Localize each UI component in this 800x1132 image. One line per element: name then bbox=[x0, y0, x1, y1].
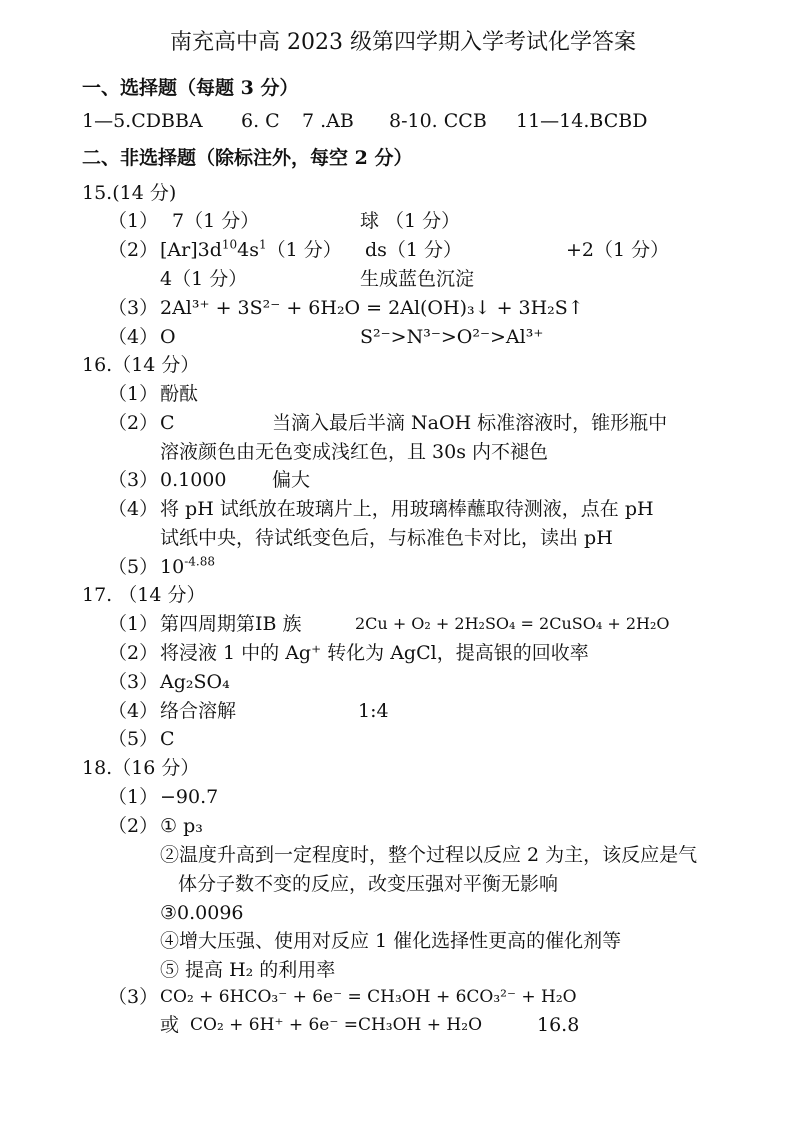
q17-2-number: （2） bbox=[108, 642, 159, 664]
q18-2-answer-4: ④增大压强、使用对反应 1 催化选择性更高的催化剂等 bbox=[160, 930, 622, 952]
q18-2-answer-2a: ②温度升高到一定程度时，整个过程以反应 2 为主，该反应是气 bbox=[160, 844, 698, 866]
q16-3-answer-b: 偏大 bbox=[272, 469, 311, 491]
q18-3-or: 或 bbox=[160, 1014, 180, 1036]
mc-answers-1-5: 1—5.CDBBA bbox=[82, 110, 203, 132]
q16-4-answer-b: 试纸中央，待试纸变色后，与标准色卡对比，读出 pH bbox=[160, 527, 613, 549]
section-2-heading: 二、非选择题（除标注外，每空 2 分） bbox=[82, 147, 413, 169]
q17-4-answer-b: 1:4 bbox=[358, 700, 389, 722]
mc-answer-7: 7 .AB bbox=[302, 110, 354, 132]
q15-2-coordination: 4（1 分） bbox=[160, 268, 248, 290]
q18-1-number: （1） bbox=[108, 786, 159, 808]
q16-2-answer-a: C bbox=[160, 412, 175, 434]
q15-3-number: （3） bbox=[108, 297, 159, 319]
q15-2-number: （2） bbox=[108, 239, 159, 261]
q18-2-answer-5: ⑤ 提高 H₂ 的利用率 bbox=[160, 959, 336, 981]
q18-header: 18.（16 分） bbox=[82, 757, 200, 779]
q17-3-answer: Ag₂SO₄ bbox=[160, 671, 230, 693]
q16-4-number: （4） bbox=[108, 498, 159, 520]
page-title: 南充高中高 2023 级第四学期入学考试化学答案 bbox=[170, 30, 636, 55]
section-1-heading: 一、选择题（每题 3 分） bbox=[82, 77, 299, 99]
q15-4-answer-a: O bbox=[160, 326, 176, 348]
q17-4-answer-a: 络合溶解 bbox=[160, 700, 237, 722]
mc-answers-8-10: 8-10. CCB bbox=[389, 110, 487, 132]
mc-answers-11-14: 11—14.BCBD bbox=[516, 110, 648, 132]
q16-2-answer-b: 当滴入最后半滴 NaOH 标准溶液时，锥形瓶中 bbox=[272, 412, 668, 434]
q16-5-answer: $10^{-4.88}$ bbox=[160, 554, 215, 578]
q16-header: 16.（14 分） bbox=[82, 354, 200, 376]
q17-5-number: （5） bbox=[108, 728, 159, 750]
q16-3-number: （3） bbox=[108, 469, 159, 491]
q15-header: 15.(14 分) bbox=[82, 182, 177, 204]
q16-2-answer-c: 溶液颜色由无色变成浅红色，且 30s 内不褪色 bbox=[160, 441, 549, 463]
q18-1-answer: −90.7 bbox=[160, 786, 219, 808]
q15-3-equation: 2Al³⁺ + 3S²⁻ + 6H₂O = 2Al(OH)₃↓ + 3H₂S↑ bbox=[160, 297, 584, 319]
q15-1-answer-a: 7（1 分） bbox=[172, 210, 260, 232]
q17-2-answer: 将浸液 1 中的 Ag⁺ 转化为 AgCl，提高银的回收率 bbox=[160, 642, 589, 664]
q18-3-value: 16.8 bbox=[537, 1014, 580, 1036]
q15-4-number: （4） bbox=[108, 326, 159, 348]
q16-3-answer-a: 0.1000 bbox=[160, 469, 227, 491]
q18-2-number: （2） bbox=[108, 815, 159, 837]
q17-1-answer-a: 第四周期第IB 族 bbox=[160, 613, 302, 635]
q15-2-electron-config: $[Ar]3d^{10}4s^1(1$ 分） bbox=[160, 237, 342, 261]
q16-2-number: （2） bbox=[108, 412, 159, 434]
q17-1-equation: 2Cu + O₂ + 2H₂SO₄ = 2CuSO₄ + 2H₂O bbox=[355, 614, 670, 633]
q17-header: 17. （14 分） bbox=[82, 584, 206, 606]
q17-3-number: （3） bbox=[108, 671, 159, 693]
q16-4-answer-a: 将 pH 试纸放在玻璃片上，用玻璃棒蘸取待测液，点在 pH bbox=[160, 498, 654, 520]
q16-1-answer: 酚酞 bbox=[160, 383, 199, 405]
q18-3-number: （3） bbox=[108, 986, 159, 1008]
q15-2-phenomenon: 生成蓝色沉淀 bbox=[360, 268, 475, 290]
q16-1-number: （1） bbox=[108, 383, 159, 405]
q15-1-answer-b: 球 （1 分） bbox=[360, 210, 461, 232]
q17-1-number: （1） bbox=[108, 613, 159, 635]
mc-answer-6: 6. C bbox=[241, 110, 280, 132]
q17-4-number: （4） bbox=[108, 700, 159, 722]
q15-2-block: ds（1 分） bbox=[365, 239, 463, 261]
q16-5-number: （5） bbox=[108, 556, 159, 578]
q18-2-answer-1: ① p₃ bbox=[160, 815, 203, 837]
q15-4-answer-b: S²⁻>N³⁻>O²⁻>Al³⁺ bbox=[360, 326, 544, 348]
q18-2-answer-3: ③0.0096 bbox=[160, 902, 244, 924]
q15-1-number: （1） bbox=[108, 210, 159, 232]
q18-3-equation-alt: CO₂ + 6H⁺ + 6e⁻ =CH₃OH + H₂O bbox=[190, 1015, 483, 1035]
q17-5-answer: C bbox=[160, 728, 175, 750]
q18-3-equation: CO₂ + 6HCO₃⁻ + 6e⁻ = CH₃OH + 6CO₃²⁻ + H₂O bbox=[160, 987, 577, 1007]
q15-2-valence: +2（1 分） bbox=[566, 239, 670, 261]
q18-2-answer-2b: 体分子数不变的反应，改变压强对平衡无影响 bbox=[178, 873, 559, 895]
